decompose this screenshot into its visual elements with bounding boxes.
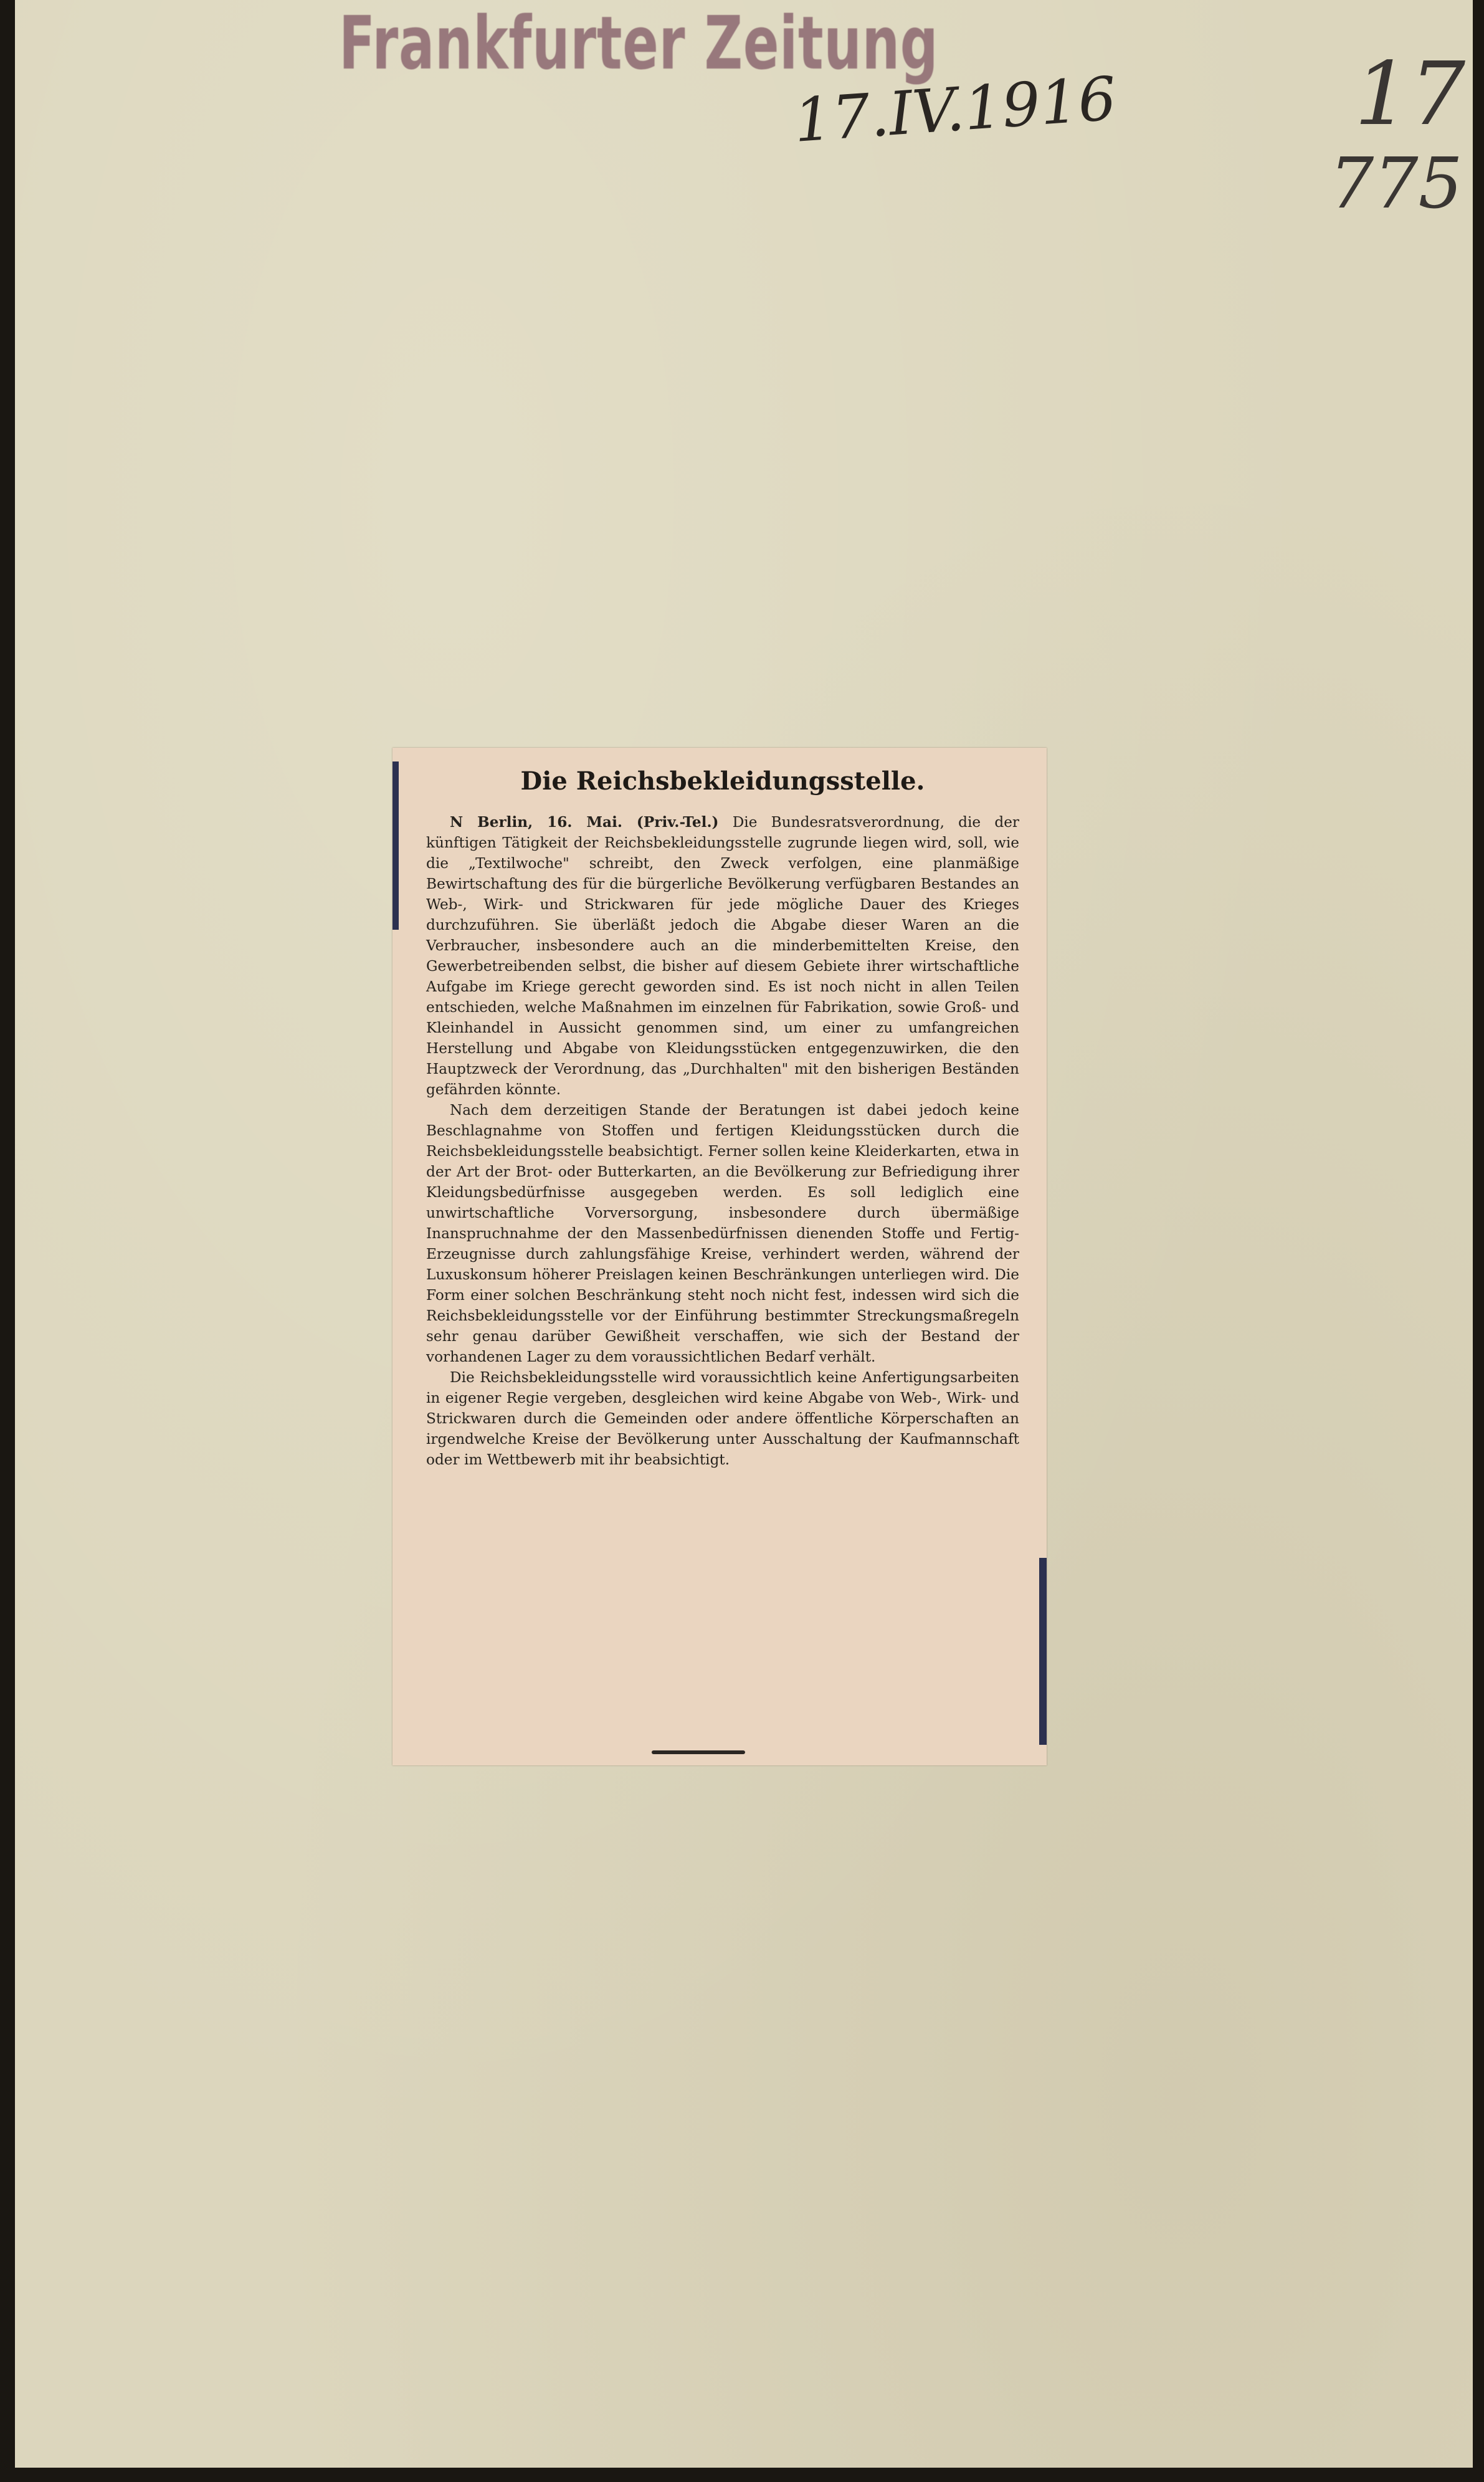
- clipping-edge-mark-left: [392, 761, 399, 930]
- newspaper-clipping: [392, 748, 1047, 1765]
- handwritten-number: 17: [1354, 44, 1466, 145]
- article-paragraph-3: Die Reichsbekleidungsstelle wird voraussichtlich keine Anfertigungsarbeiten in eigener Regie vergeben, desgleichen wird keine Abgabe von Web-, Wirk- und Strickwaren durch die Gemeinden oder andere öffentliche Körperschaften an irgendwelche Kreise der Bevölkerung unter Ausschaltung der Kaufmannschaft oder im Wettbewerb mit ihr beabsichtigt.: [426, 1369, 1019, 1468]
- archive-sheet: [15, 0, 1473, 2468]
- article-title: Die Reichsbekleidungsstelle.: [520, 766, 925, 796]
- clipping-edge-mark-right: [1039, 1558, 1047, 1745]
- handwritten-date: 17.IV.1916: [791, 64, 1119, 156]
- newspaper-stamp: Frankfurter Zeitung: [339, 0, 939, 86]
- article-end-rule: [652, 1750, 745, 1754]
- article-paragraph-1-text: Die Bundesratsverordnung, die der künftigen Tätigkeit der Reichsbekleidungsstelle zugrunde liegen wird, soll, wie die „Textilwoche" schreibt, den Zweck verfolgen, eine planmäßige Bewirtschaftung des für die bürgerliche Bevölkerung verfügbaren Bestandes an Web-, Wirk- und Strickwaren für jede mögliche Dauer des Krieges durchzuführen. Sie überläßt jedoch die Abgabe dieser Waren an die Verbraucher, insbesondere auch an die minderbemittelten Kreise, den Gewerbetreibenden selbst, die bisher auf diesem Gebiete ihrer wirtschaftliche Aufgabe im Kriege gerecht geworden sind. Es ist noch nicht in allen Teilen entschieden, welche Maßnahmen im einzelnen für Fabrikation, sowie Groß- und Kleinhandel in Aussicht genommen sind, um einer zu umfangreichen Herstellung und Abgabe von Kleidungsstücken entgegenzuwirken, die den Hauptzweck der Verordnung, das „Durchhalten" mit den bisherigen Beständen gefährden könnte.: [426, 814, 1020, 1098]
- handwritten-folio-number: 775: [1329, 143, 1463, 224]
- article-paragraph-2: Nach dem derzeitigen Stande der Beratungen ist dabei jedoch keine Beschlagnahme von Stoffen und fertigen Kleidungsstücken durch die Reichsbekleidungsstelle beabsichtigt. Ferner sollen keine Kleiderkarten, etwa in der Art der Brot- oder Butterkarten, an die Bevölkerung zur Befriedigung ihrer Kleidungsbedürfnisse ausgegeben werden. Es soll lediglich eine unwirtschaftliche Vorversorgung, insbesondere durch übermäßige Inanspruchnahme der den Massenbedürfnissen dienenden Stoffe und Fertig-Erzeugnisse durch zahlungsfähige Kreise, verhindert werden, während der Luxuskonsum höherer Preislagen keinen Beschränkungen unterliegen wird. Die Form einer solchen Beschränkung steht noch nicht fest, indessen wird sich die Reichsbekleidungsstelle vor der Einführung bestimmter Streckungsmaßregeln sehr genau darüber Gewißheit verschaffen, wie sich der Bestand der vorhandenen Lager zu dem voraussichtlichen Bedarf verhält.: [426, 1102, 1019, 1365]
- article-dateline: N Berlin, 16. Mai. (Priv.-Tel.): [450, 814, 719, 831]
- article-paragraph-1: [426, 812, 1019, 1100]
